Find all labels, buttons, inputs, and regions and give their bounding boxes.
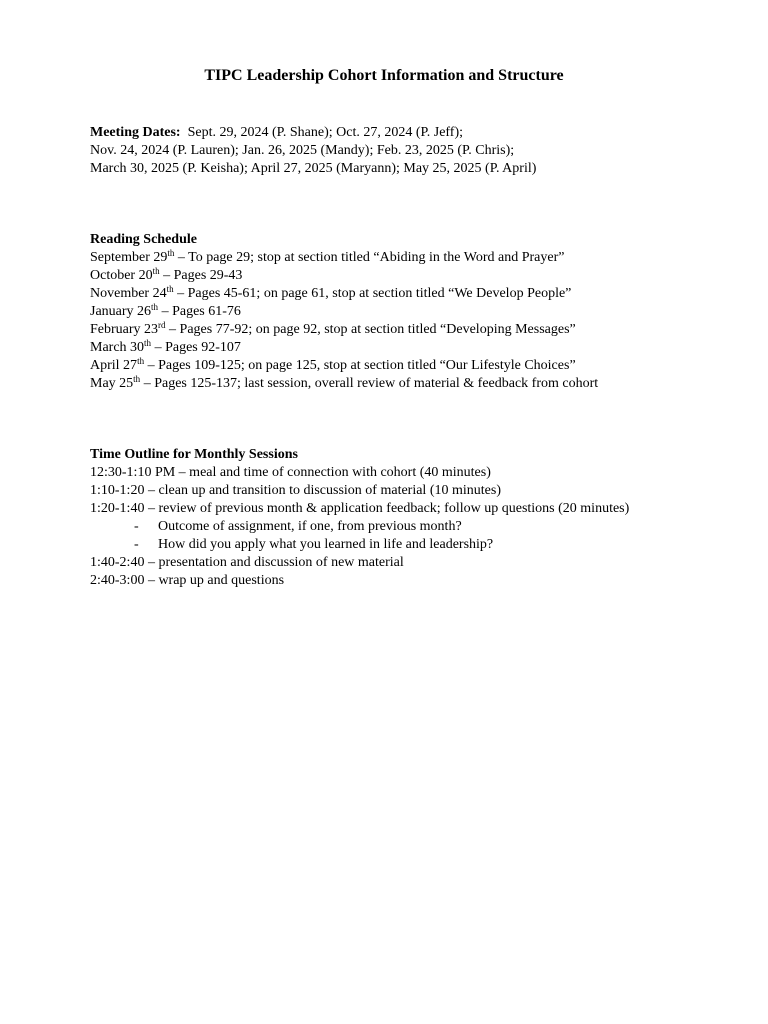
reading-date-suffix: rd xyxy=(158,320,166,330)
bullet-dash: - xyxy=(134,519,139,534)
reading-text: – Pages 29-43 xyxy=(159,268,243,283)
meeting-dates-line-1 xyxy=(90,124,730,142)
reading-text: – Pages 125-137; last session, overall review of material & feedback from cohort xyxy=(140,376,599,391)
reading-item xyxy=(90,303,730,321)
reading-text: – Pages 61-76 xyxy=(158,304,241,319)
reading-date: April 27 xyxy=(90,358,138,373)
reading-text: – To page 29; stop at section titled “Abiding in the Word and Prayer” xyxy=(174,250,565,265)
time-outline-item: 12:30-1:10 PM – meal and time of connection with cohort (40 minutes) xyxy=(90,465,491,480)
time-outline-item: 1:20-1:40 – review of previous month & application feedback; follow up questions (20 minutes) xyxy=(90,501,630,516)
reading-item xyxy=(90,285,730,303)
bullet-dash: - xyxy=(134,537,139,552)
reading-date-suffix: th xyxy=(166,284,174,294)
reading-text: – Pages 109-125; on page 125, stop at section titled “Our Lifestyle Choices” xyxy=(144,358,576,373)
time-outline-heading: Time Outline for Monthly Sessions xyxy=(90,447,298,462)
reading-date: March 30 xyxy=(90,340,145,355)
reading-text: – Pages 45-61; on page 61, stop at section titled “We Develop People” xyxy=(173,286,572,301)
reading-item xyxy=(90,339,730,357)
time-outline-bullet xyxy=(90,518,730,536)
reading-date-suffix: th xyxy=(151,302,159,312)
reading-date: January 26 xyxy=(90,304,152,319)
reading-schedule-section xyxy=(90,231,730,393)
reading-item xyxy=(90,267,730,285)
reading-text: – Pages 92-107 xyxy=(151,340,241,355)
time-outline-item: 1:10-1:20 – clean up and transition to discussion of material (10 minutes) xyxy=(90,483,501,498)
bullet-text: How did you apply what you learned in life and leadership? xyxy=(158,537,494,552)
reading-date: May 25 xyxy=(90,376,134,391)
document-title: TIPC Leadership Cohort Information and Structure xyxy=(204,67,564,84)
reading-text: – Pages 77-92; on page 92, stop at section titled “Developing Messages” xyxy=(165,322,576,337)
reading-date: September 29 xyxy=(90,250,168,265)
reading-date-suffix: th xyxy=(167,248,175,258)
time-outline-section xyxy=(90,446,730,590)
time-outline-bullet xyxy=(90,536,730,554)
meeting-dates-line-3: March 30, 2025 (P. Keisha); April 27, 2025 (Maryann); May 25, 2025 (P. April) xyxy=(90,161,537,176)
time-outline-item: 1:40-2:40 – presentation and discussion of new material xyxy=(90,555,404,570)
reading-item xyxy=(90,357,730,375)
meeting-dates-line-2: Nov. 24, 2024 (P. Lauren); Jan. 26, 2025 (Mandy); Feb. 23, 2025 (P. Chris); xyxy=(90,143,515,158)
reading-item xyxy=(90,249,730,267)
bullet-text: Outcome of assignment, if one, from previous month? xyxy=(158,519,462,534)
reading-item xyxy=(90,375,730,393)
reading-schedule-heading: Reading Schedule xyxy=(90,232,197,247)
reading-item xyxy=(90,321,730,339)
reading-date-suffix: th xyxy=(137,356,145,366)
reading-date: November 24 xyxy=(90,286,167,301)
reading-date-suffix: th xyxy=(152,266,160,276)
reading-date: February 23 xyxy=(90,322,159,337)
time-outline-item: 2:40-3:00 – wrap up and questions xyxy=(90,573,285,588)
meeting-dates-label: Meeting Dates: xyxy=(90,125,181,140)
meeting-dates-section xyxy=(90,124,730,178)
reading-date-suffix: th xyxy=(144,338,152,348)
reading-date-suffix: th xyxy=(133,374,141,384)
reading-date: October 20 xyxy=(90,268,153,283)
meeting-dates-text-1: Sept. 29, 2024 (P. Shane); Oct. 27, 2024 (P. Jeff); xyxy=(187,125,464,140)
